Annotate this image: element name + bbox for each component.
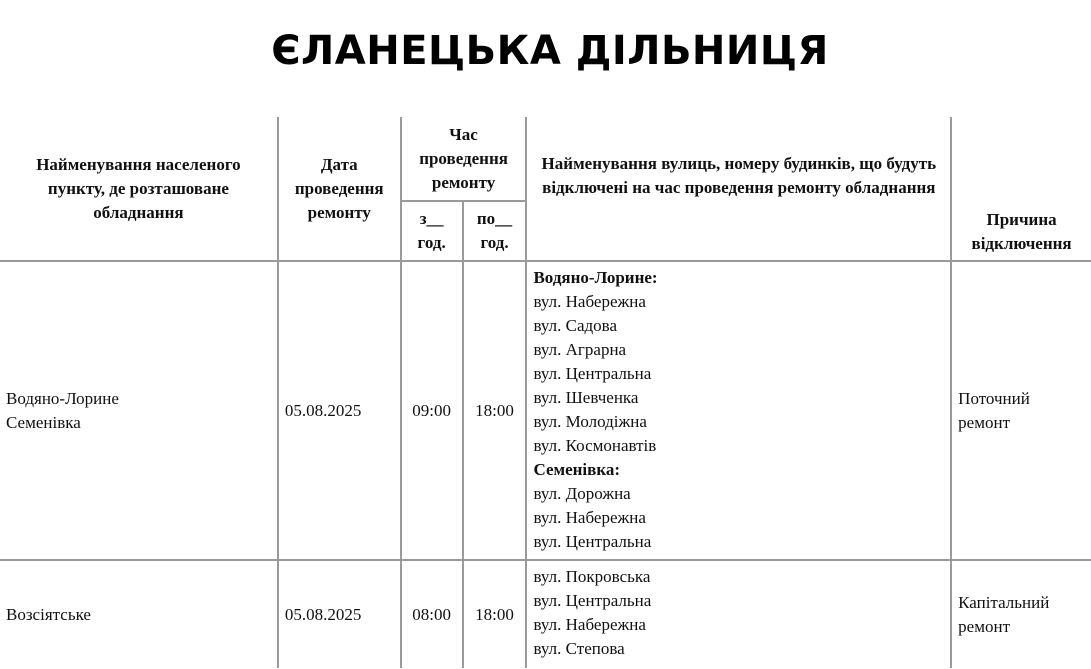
date-cell: 05.08.2025 <box>278 261 401 560</box>
street-item: вул. Дорожна <box>533 484 631 503</box>
street-item: вул. Набережна <box>533 292 646 311</box>
header-time-to: по__ год. <box>463 201 527 261</box>
header-reason: Причина відключення <box>951 201 1091 261</box>
outage-schedule-table <box>0 117 1091 668</box>
table-row <box>0 261 1091 560</box>
settlement-name: Семенівка <box>6 412 81 432</box>
street-group <box>533 266 944 458</box>
streets-cell <box>526 560 951 668</box>
street-item: вул. Набережна <box>533 615 646 634</box>
settlement-name: Возсіятське <box>6 604 91 624</box>
street-item: вул. Набережна <box>533 508 646 527</box>
street-item: вул. Космонавтів <box>533 436 657 455</box>
street-item: вул. Аграрна <box>533 340 627 359</box>
settlement-cell <box>0 560 278 668</box>
settlement-name: Водяно-Лорине <box>6 388 119 408</box>
header-reason-spacer <box>951 117 1091 201</box>
time-from-cell: 09:00 <box>401 261 463 560</box>
header-time: Час проведення ремонту <box>401 117 527 201</box>
reason-line: Капітальний <box>958 592 1050 612</box>
reason-line: ремонт <box>958 412 1011 432</box>
reason-cell <box>951 261 1091 560</box>
street-group <box>533 458 944 554</box>
page-title: ЄЛАНЕЦЬКА ДІЛЬНИЦЯ <box>271 28 829 74</box>
street-group <box>533 565 944 661</box>
header-settlement: Найменування населеного пункту, де розташоване обладнання <box>0 117 278 261</box>
street-item: вул. Молодіжна <box>533 412 647 431</box>
time-from-cell: 08:00 <box>401 560 463 668</box>
header-time-from: з__ год. <box>401 201 463 261</box>
street-item: вул. Центральна <box>533 364 652 383</box>
street-group-heading: Водяно-Лорине: <box>533 268 658 287</box>
settlement-cell <box>0 261 278 560</box>
time-to-cell: 18:00 <box>463 560 527 668</box>
date-cell: 05.08.2025 <box>278 560 401 668</box>
header-date: Дата проведення ремонту <box>278 117 401 261</box>
table-row <box>0 560 1091 668</box>
street-item: вул. Покровська <box>533 567 651 586</box>
street-item: вул. Центральна <box>533 532 652 551</box>
header-streets: Найменування вулиць, номеру будинків, що будуть відключені на час проведення ремонту обладнання <box>526 117 951 261</box>
reason-line: ремонт <box>958 616 1011 636</box>
time-to-cell: 18:00 <box>463 261 527 560</box>
reason-cell <box>951 560 1091 668</box>
streets-cell <box>526 261 951 560</box>
street-group-heading: Семенівка: <box>533 460 621 479</box>
reason-line: Поточний <box>958 388 1030 408</box>
street-item: вул. Центральна <box>533 591 652 610</box>
street-item: вул. Садова <box>533 316 618 335</box>
street-item: вул. Степова <box>533 639 625 658</box>
street-item: вул. Шевченка <box>533 388 639 407</box>
